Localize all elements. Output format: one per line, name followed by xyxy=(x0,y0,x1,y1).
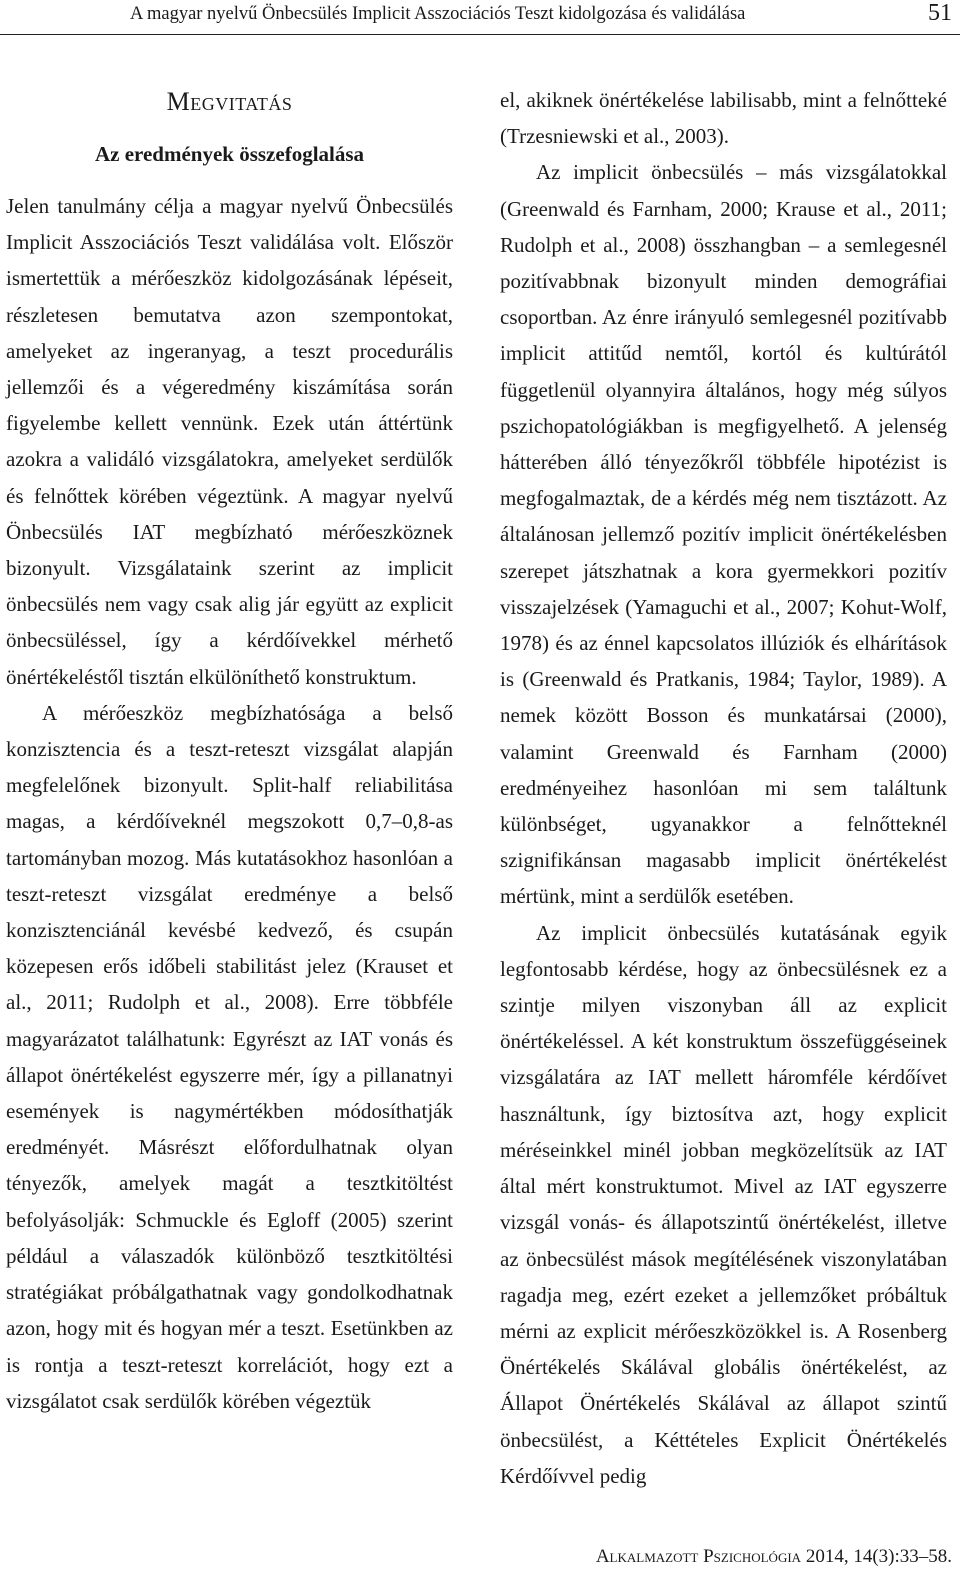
paragraph: Az implicit önbecsülés kutatásának egyik legfontosabb kérdése, hogy az önbecsülésnek ez a szintje milyen viszonyban áll az explicit önértékeléssel. A két konstruktum összefüggéseinek vizsgálatára az IAT mellett háromféle kérdőívet használtunk, így biztosítva azt, hogy explicit méréseinkkel minél jobban megközelítsük az IAT által mért konstruktumot. Mivel az IAT egyszerre vizsgál vonás- és állapotszintű önértékelést, illetve az önbecsülést mások megítélésének viszonylatában ragadja meg, ezért ezeket a jellemzőket próbáltuk mérni az explicit mérőeszközökkel is. A Rosenberg Önértékelés Skálával globális önértékelést, az Állapot Önértékelés Skálával az állapot szintű önbecsülést, a Kéttételes Explicit Önértékelés Kérdőívvel pedig xyxy=(500,920,947,1488)
journal-name: Alkalmazott Pszichológia xyxy=(595,1546,802,1567)
journal-citation: 2014, 14(3):33–58. xyxy=(805,1546,952,1567)
paragraph: Jelen tanulmány célja a magyar nyelvű Önbecsülés Implicit Asszociációs Teszt validálása volt. Először ismertettük a mérőeszköz kidolgozásának lépéseit, részletesen bemutatva azon szempontokat, amelyeket az ingeranyag, a teszt procedurális jellemzői és a végeredmény kiszámítása során figyelembe kellett vennünk. Ezek után áttértünk azokra a validáló vizsgálatokra, amelyeket serdülők és felnőttek körében végeztünk. A magyar nyelvű Önbecsülés IAT megbízható mérőeszköznek bizonyult. Vizsgálataink szerint az implicit önbecsülés nem vagy csak alig jár együtt az explicit önbecsüléssel, így a kérdőívekkel mérhető önértékeléstől tisztán elkülöníthető konstruktum. xyxy=(6,194,453,689)
journal-footer xyxy=(490,1546,952,1568)
subsection-title: Az eredmények összefoglalása xyxy=(94,142,365,166)
section-title: Megvitatás xyxy=(166,87,293,116)
paragraph: Az implicit önbecsülés – más vizsgálatokkal (Greenwald és Farnham, 2000; Krause et al., 2011; Rudolph et al., 2008) összhangban – a semlegesnél pozitívabbnak bizonyult minden demográfiai csoportban. Az énre irányuló semlegesnél pozitívabb implicit attitűd nemtől, kortól és kultúrától függetlenül olyannyira általános, hogy még súlyos pszichopatológiákban is megfigyelhető. A jelenség hátterében álló tényezőkről többféle hipotézist is megfogalmaztak, de a kérdés még nem tisztázott. Az általánosan jellemző pozitív implicit önértékelésben szerepet játszhatnak a kora gyermekkori pozitív visszajelzések (Yamaguchi et al., 2007; Kohut-Wolf, 1978) és az énnel kapcsolatos illúziók és elhárítások is (Greenwald és Pratkanis, 1984; Taylor, 1989). A nemek között Bosson és munkatársai (2000), valamint Greenwald és Farnham (2000) eredményeihez hasonlóan mi sem találtunk különbséget, ugyanakkor a felnőtteknél szignifikánsan magasabb implicit önértékelést mértünk, mint a serdülők esetében. xyxy=(500,160,947,909)
left-column xyxy=(6,82,453,1419)
paragraph: A mérőeszköz megbízhatósága a belső konzisztencia és a teszt-reteszt vizsgálat alapján megfelelőnek bizonyult. Split-half reliabilitása magas, a kérdőíveknél megszokott 0,7–0,8-as tartományban mozog. Más kutatásokhoz hasonlóan a teszt-reteszt vizsgálat eredménye a belső konzisztenciánál kevésbé kedvező, és csupán közepesen erős időbeli stabilitást jelez (Krauset et al., 2011; Rudolph et al., 2008). Erre többféle magyarázatot találhatunk: Egyrészt az IAT vonás és állapot önértékelést egyszerre mér, így a pillanatnyi események is nagymértékben módosíthatják eredményét. Másrészt előfordulhatnak olyan tényezők, amelyek magát a tesztkitöltést befolyásolják: Schmuckle és Egloff (2005) szerint például a válaszadók különböző tesztkitöltési stratégiákat próbálgathatnak vagy gondolkodhatnak azon, hogy mit és hogyan mér a teszt. Esetünkben az is rontja a teszt-reteszt korrelációt, hogy ezt a vizsgálatot csak serdülők körében végeztük xyxy=(6,700,453,1413)
paragraph: el, akiknek önértékelése labilisabb, mint a felnőtteké (Trzesniewski et al., 2003). xyxy=(500,88,947,149)
right-column xyxy=(500,82,947,1494)
running-header xyxy=(0,0,960,35)
page-number: 51 xyxy=(928,0,952,26)
running-title: A magyar nyelvű Önbecsülés Implicit Asszociációs Teszt kidolgozása és validálása xyxy=(130,4,746,24)
